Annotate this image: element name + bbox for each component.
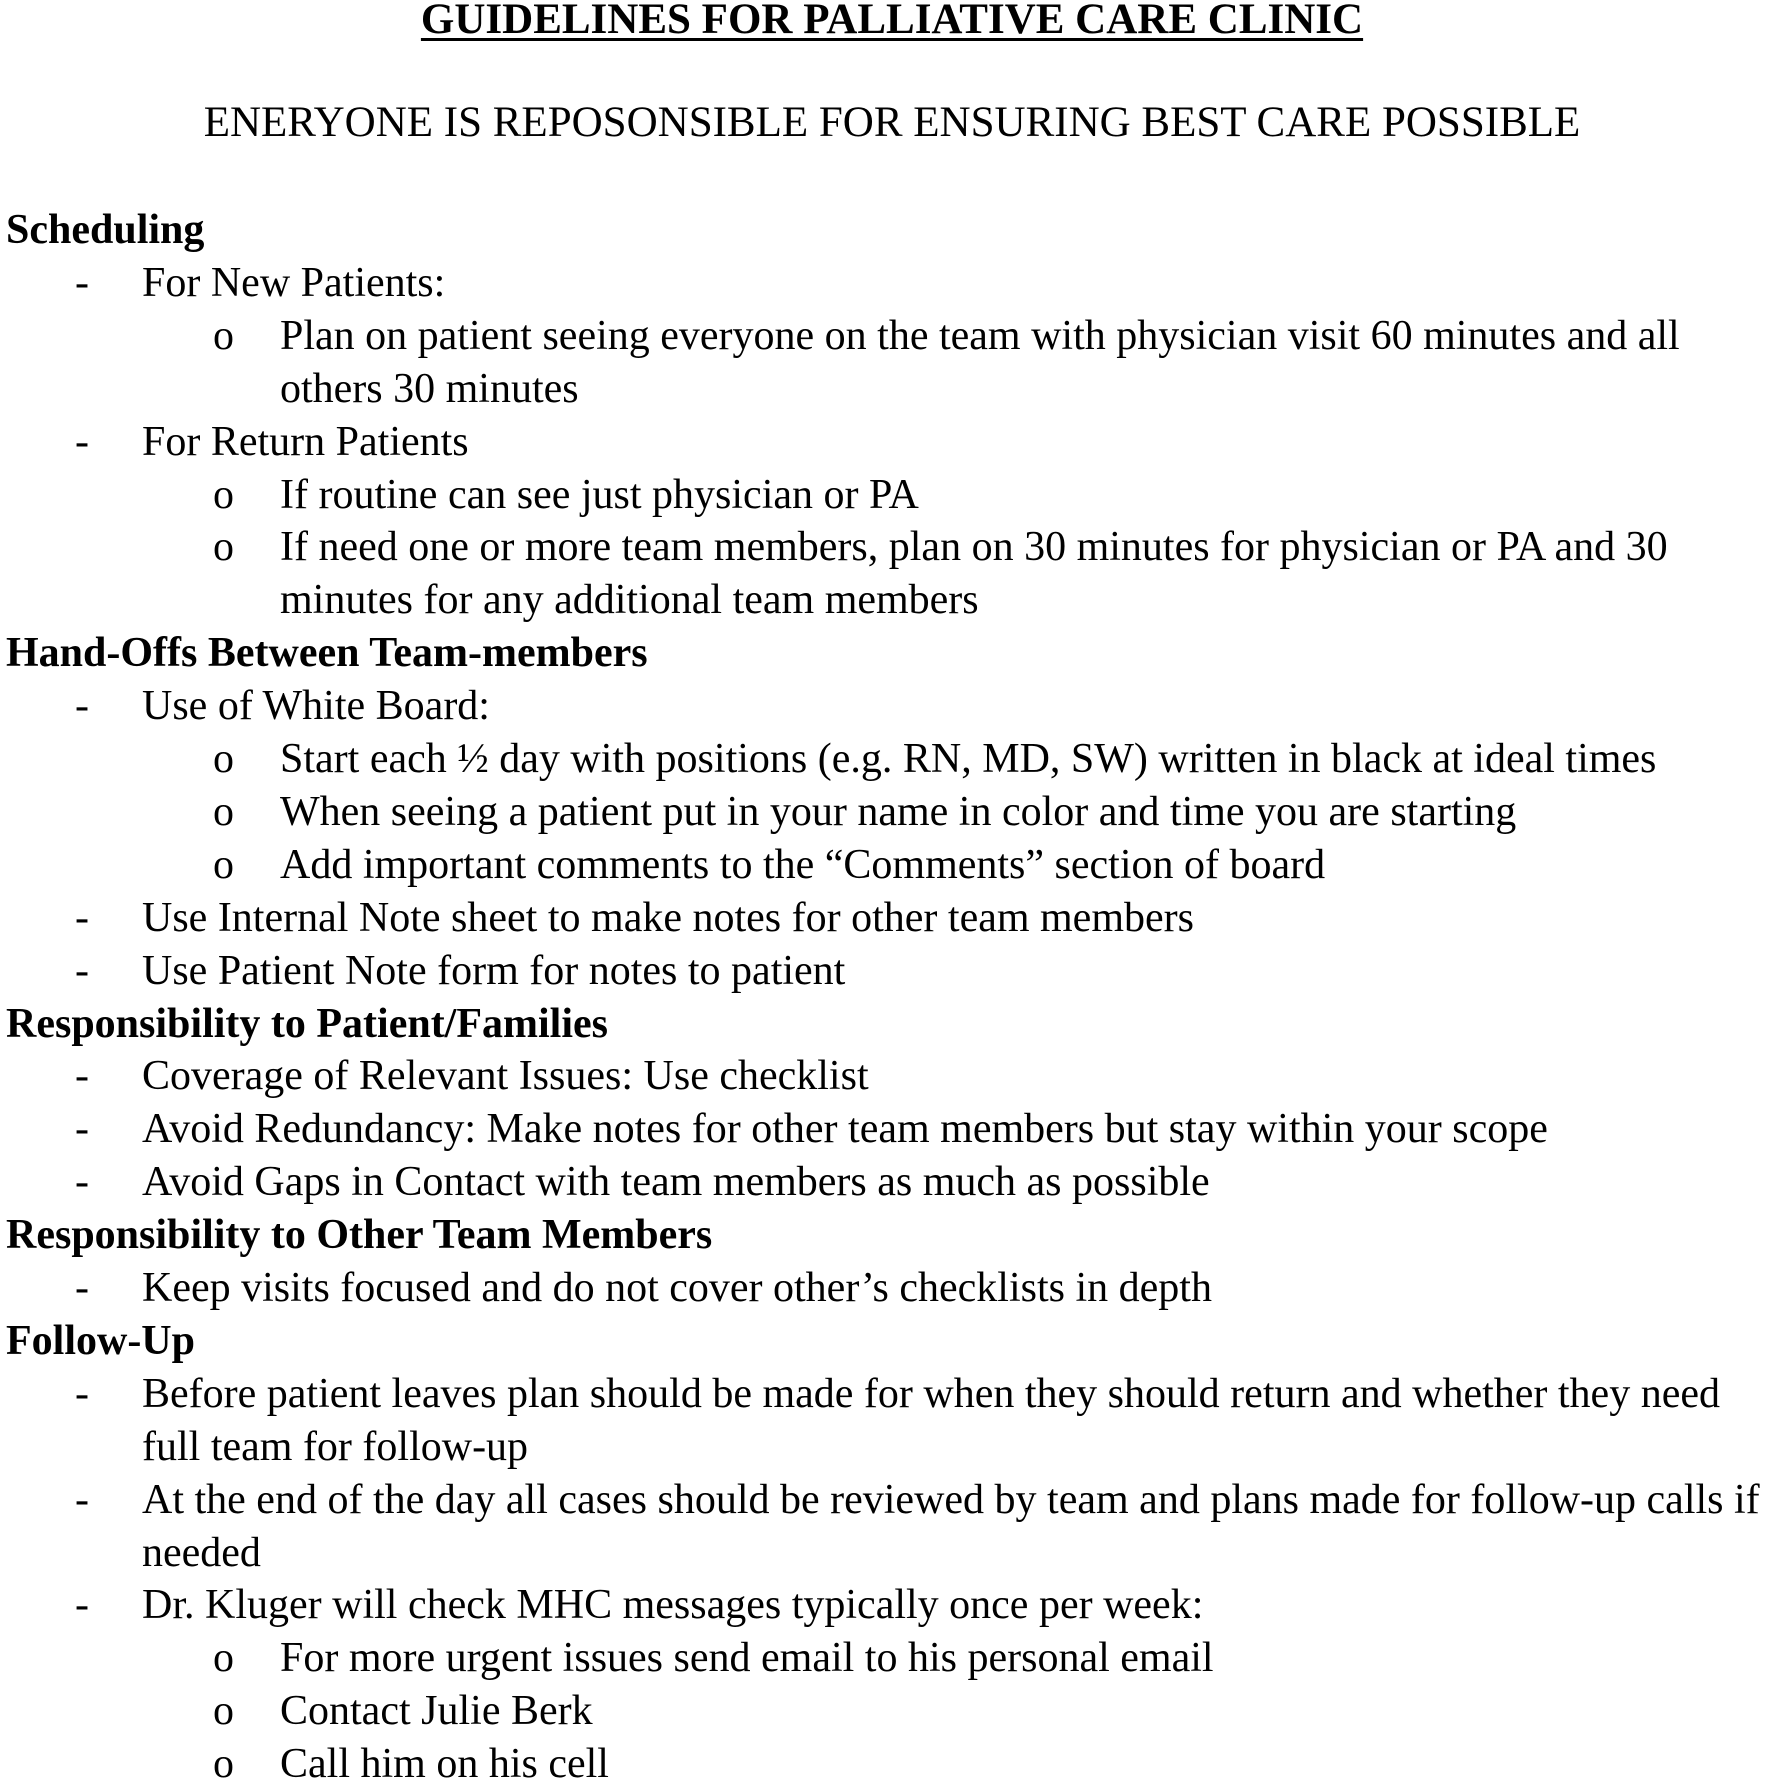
guidelines-body (6, 204, 1784, 1791)
section-scheduling (6, 204, 1784, 627)
sub-list-item (6, 1632, 1784, 1685)
circle-bullet: o (213, 471, 234, 518)
section-heading: Scheduling (6, 207, 205, 253)
list-item-text: For New Patients: (142, 259, 446, 306)
sub-list-item (6, 786, 1784, 839)
circle-bullet: o (213, 1688, 234, 1735)
list-item (6, 1156, 1784, 1209)
list-item (6, 680, 1784, 733)
list-item-text: Avoid Gaps in Contact with team members as much as possible (142, 1159, 1210, 1206)
list-item-text: For more urgent issues send email to his personal email (280, 1635, 1214, 1682)
list-item-text: Add important comments to the “Comments” section of board (280, 841, 1326, 888)
section-follow-up (6, 1315, 1784, 1791)
list-item-text: Use of White Board: (142, 683, 490, 730)
sub-list-item (6, 521, 1784, 627)
list-item-text: When seeing a patient put in your name in color and time you are starting (280, 788, 1517, 835)
dash-bullet: - (75, 1370, 89, 1417)
dash-bullet: - (75, 1106, 89, 1153)
dash-bullet: - (75, 259, 89, 306)
circle-bullet: o (213, 1741, 234, 1788)
list-item-text: Avoid Redundancy: Make notes for other team members but stay within your scope (142, 1106, 1548, 1153)
sub-list-item (6, 1738, 1784, 1791)
list-item (6, 257, 1784, 310)
list-item (6, 1262, 1784, 1315)
section-heading: Responsibility to Other Team Members (6, 1212, 713, 1259)
list-item-text: Before patient leaves plan should be made for when they should return and whether they need full team for follow-up (142, 1370, 1720, 1470)
dash-bullet: - (75, 418, 89, 465)
list-item (6, 1579, 1784, 1632)
document-subtitle: ENERYONE IS REPOSONSIBLE FOR ENSURING BEST CARE POSSIBLE (203, 99, 1581, 146)
document-title: GUIDELINES FOR PALLIATIVE CARE CLINIC (420, 0, 1364, 43)
section-heading: Follow-Up (6, 1317, 195, 1364)
list-item-text: If routine can see just physician or PA (280, 471, 919, 518)
dash-bullet: - (75, 1265, 89, 1312)
list-item (6, 1368, 1784, 1474)
section-heading: Responsibility to Patient/Families (6, 1000, 608, 1047)
section-heading: Hand-Offs Between Team-members (6, 630, 648, 677)
list-item-text: Dr. Kluger will check MHC messages typically once per week: (142, 1582, 1204, 1629)
sub-list-item (6, 469, 1784, 522)
sub-list-item (6, 733, 1784, 786)
dash-bullet: - (75, 1582, 89, 1629)
dash-bullet: - (75, 1053, 89, 1100)
circle-bullet: o (213, 524, 234, 571)
dash-bullet: - (75, 947, 89, 994)
list-item-text: For Return Patients (142, 418, 469, 465)
list-item (6, 1474, 1784, 1580)
sub-list-item (6, 310, 1784, 416)
list-item-text: Use Internal Note sheet to make notes for other team members (142, 894, 1194, 941)
list-item-text: At the end of the day all cases should be reviewed by team and plans made for follow-up calls if needed (142, 1476, 1760, 1576)
circle-bullet: o (213, 1635, 234, 1682)
list-item (6, 1103, 1784, 1156)
dash-bullet: - (75, 1159, 89, 1206)
section-responsibility-to-other-team-members (6, 1209, 1784, 1315)
dash-bullet: - (75, 894, 89, 941)
list-item-text: Plan on patient seeing everyone on the team with physician visit 60 minutes and all others 30 minutes (280, 312, 1680, 412)
list-item-text: If need one or more team members, plan on 30 minutes for physician or PA and 30 minutes for any additional team members (280, 524, 1668, 624)
list-item-text: Keep visits focused and do not cover other’s checklists in depth (142, 1265, 1212, 1312)
list-item (6, 416, 1784, 469)
list-item (6, 1050, 1784, 1103)
section-responsibility-to-patient-families (6, 998, 1784, 1210)
list-item-text: Call him on his cell (280, 1741, 609, 1788)
circle-bullet: o (213, 788, 234, 835)
section-hand-offs-between-team-members (6, 627, 1784, 997)
list-item-text: Contact Julie Berk (280, 1688, 593, 1735)
list-item (6, 892, 1784, 945)
dash-bullet: - (75, 683, 89, 730)
sub-list-item (6, 839, 1784, 892)
circle-bullet: o (213, 841, 234, 888)
list-item-text: Start each ½ day with positions (e.g. RN, MD, SW) written in black at ideal times (280, 736, 1657, 783)
dash-bullet: - (75, 1476, 89, 1523)
sub-list-item (6, 1685, 1784, 1738)
list-item (6, 945, 1784, 998)
list-item-text: Coverage of Relevant Issues: Use checklist (142, 1053, 869, 1100)
circle-bullet: o (213, 312, 234, 359)
circle-bullet: o (213, 736, 234, 783)
list-item-text: Use Patient Note form for notes to patient (142, 947, 846, 994)
